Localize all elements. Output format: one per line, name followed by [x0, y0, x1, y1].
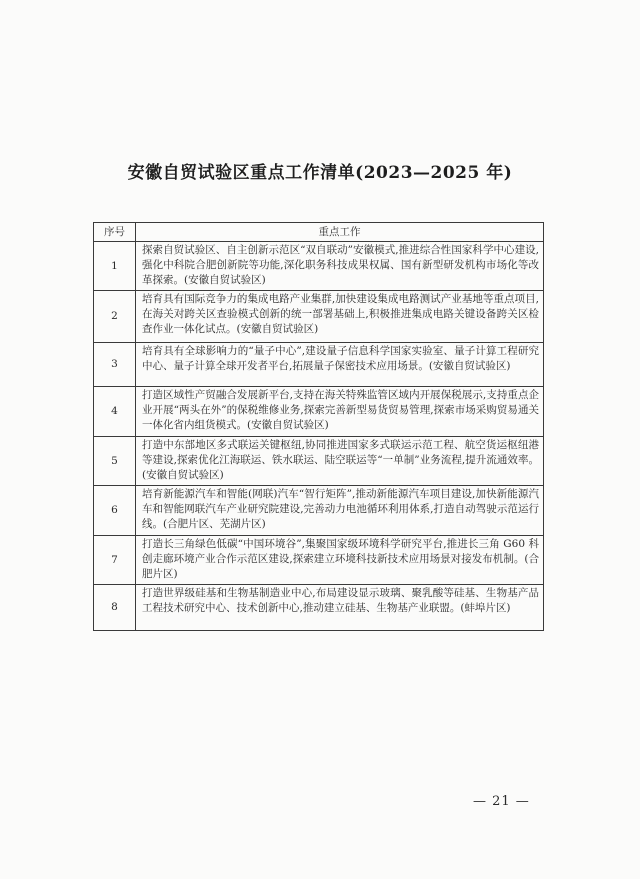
table-row: [94, 242, 544, 291]
table-row: [94, 536, 544, 585]
work-list-table: [93, 222, 544, 631]
table-row: [94, 291, 544, 343]
row-number: 8: [94, 585, 136, 631]
table-row: [94, 437, 544, 486]
row-task: 打造区域性产贸融合发展新平台,支持在海关特殊监管区域内开展保税展示,支持重点企业开展“两头在外”的保税维修业务,探索完善新型易货贸易管理,探索市场采购贸易通关一体化省内组货模式。(安徽自贸试验区): [136, 387, 544, 437]
row-number: 1: [94, 242, 136, 291]
table-row: [94, 387, 544, 437]
row-number: 5: [94, 437, 136, 486]
row-number: 7: [94, 536, 136, 585]
header-task: 重点工作: [136, 223, 544, 242]
row-task: 培育具有国际竞争力的集成电路产业集群,加快建设集成电路测试产业基地等重点项目,在海关对跨关区查验模式创新的统一部署基础上,积极推进集成电路关键设备跨关区检查作业一体化试点。(安徽自贸试验区): [136, 291, 544, 343]
page-number: — 21 —: [473, 794, 530, 809]
row-number: 3: [94, 343, 136, 387]
table-header-row: [94, 223, 544, 242]
document-title: 安徽自贸试验区重点工作清单(2023—2025 年): [127, 163, 513, 183]
row-task: 培育新能源汽车和智能(网联)汽车“智行矩阵”,推动新能源汽车项目建设,加快新能源汽车和智能网联汽车产业研究院建设,完善动力电池循环利用体系,打造自动驾驶示范运行线。(合肥片区、芜湖片区): [136, 486, 544, 536]
row-task: 探索自贸试验区、自主创新示范区“双自联动”安徽模式,推进综合性国家科学中心建设,强化中科院合肥创新院等功能,深化职务科技成果权属、国有新型研发机构市场化等改革探索。(安徽自贸试验区): [136, 242, 544, 291]
row-number: 6: [94, 486, 136, 536]
header-number: 序号: [94, 223, 136, 242]
table-row: [94, 585, 544, 631]
row-task: 打造长三角绿色低碳“中国环境谷”,集聚国家级环境科学研究平台,推进长三角 G60 科创走廊环境产业合作示范区建设,探索建立环境科技新技术应用场景对接发布机制。(合肥片区): [136, 536, 544, 585]
row-task: 打造世界级硅基和生物基制造业中心,布局建设显示玻璃、聚乳酸等硅基、生物基产品工程技术研究中心、技术创新中心,推动建立硅基、生物基产业联盟。(蚌埠片区): [136, 585, 544, 631]
table-row: [94, 343, 544, 387]
row-task: 培育具有全球影响力的“量子中心”,建设量子信息科学国家实验室、量子计算工程研究中心、量子计算全球开发者平台,拓展量子保密技术应用场景。(安徽自贸试验区): [136, 343, 544, 387]
row-number: 4: [94, 387, 136, 437]
row-task: 打造中东部地区多式联运关键枢纽,协同推进国家多式联运示范工程、航空货运枢纽港等建设,探索优化江海联运、铁水联运、陆空联运等“一单制”业务流程,提升流通效率。(安徽自贸试验区): [136, 437, 544, 486]
table-row: [94, 486, 544, 536]
row-number: 2: [94, 291, 136, 343]
